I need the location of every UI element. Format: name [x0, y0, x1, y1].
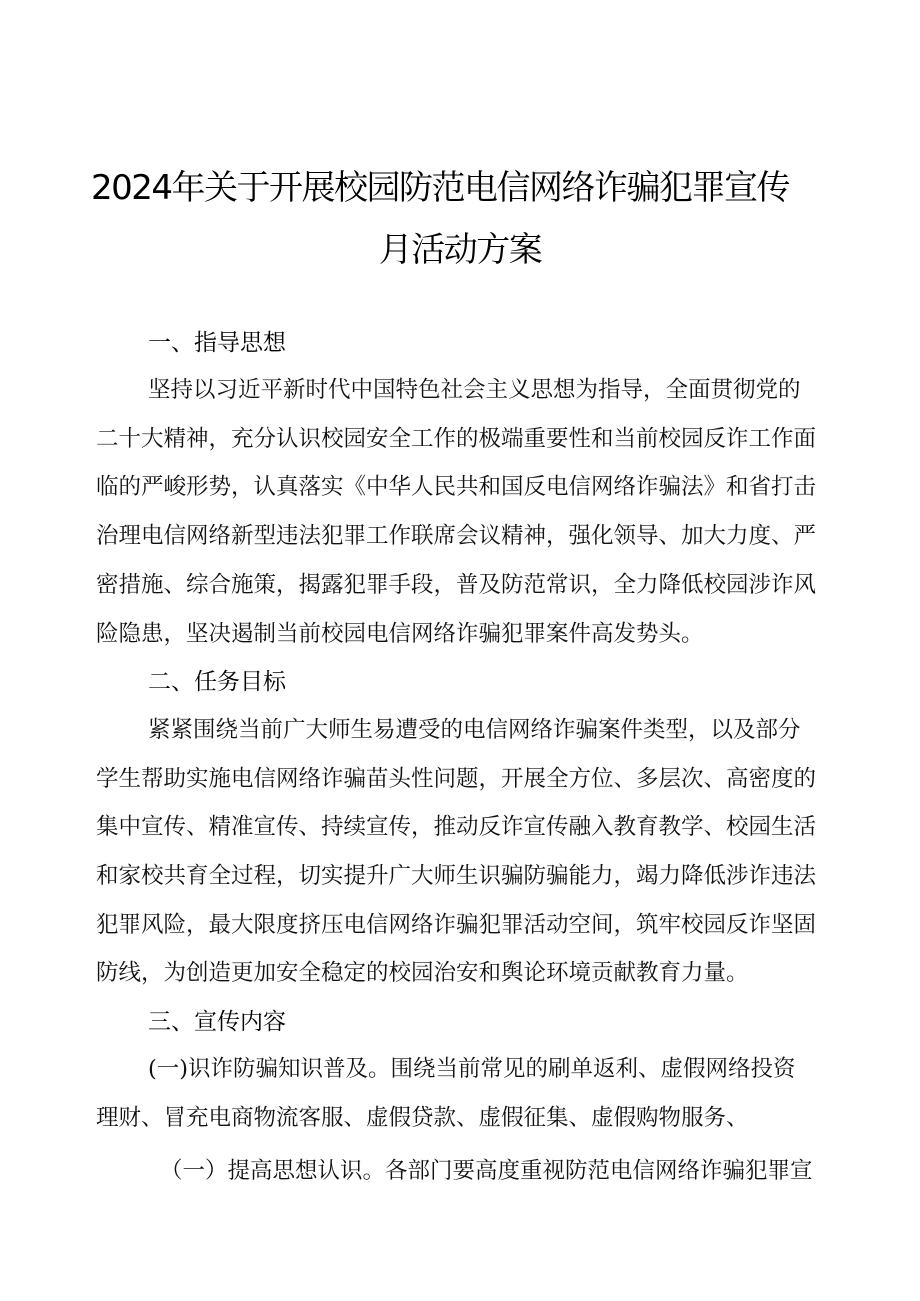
- paragraph-line: 二十大精神，充分认识校园安全工作的极端重要性和当前校园反诈工作面: [96, 426, 817, 452]
- section-heading-guiding-ideology: 一、指导思想: [148, 330, 286, 356]
- paragraph-line: 险隐患，坚决遏制当前校园电信网络诈骗犯罪案件高发势头。: [96, 621, 704, 647]
- paragraph-line: 学生帮助实施电信网络诈骗苗头性问题，开展全方位、多层次、高密度的: [96, 766, 817, 792]
- paragraph-line: (一)识诈防骗知识普及。围绕当前常见的刷单返利、虚假网络投资: [148, 1056, 796, 1082]
- paragraph-line: 防线，为创造更加安全稳定的校园治安和舆论环境贡献教育力量。: [96, 960, 749, 986]
- document-title-line-1: 2024年关于开展校园防范电信网络诈骗犯罪宣传: [90, 168, 790, 208]
- paragraph-line: 治理电信网络新型违法犯罪工作联席会议精神，强化领导、加大力度、严: [96, 523, 817, 549]
- paragraph-line: 集中宣传、精准宣传、持续宣传，推动反诈宣传融入教育教学、校园生活: [96, 814, 817, 840]
- paragraph-line: （一）提高思想认识。各部门要高度重视防范电信网络诈骗犯罪宣: [160, 1158, 813, 1184]
- paragraph-line: 紧紧围绕当前广大师生易遭受的电信网络诈骗案件类型，以及部分: [148, 717, 801, 743]
- paragraph-line: 临的严峻形势，认真落实《中华人民共和国反电信网络诈骗法》和省打击: [96, 474, 817, 500]
- paragraph-line: 坚持以习近平新时代中国特色社会主义思想为指导，全面贯彻党的: [148, 377, 801, 403]
- section-heading-publicity-content: 三、宣传内容: [148, 1009, 286, 1035]
- paragraph-line: 理财、冒充电商物流客服、虚假贷款、虚假征集、虚假购物服务、: [96, 1105, 749, 1131]
- paragraph-line: 和家校共育全过程，切实提升广大师生识骗防骗能力，竭力降低涉诈违法: [96, 863, 817, 889]
- paragraph-line: 密措施、综合施策，揭露犯罪手段，普及防范常识，全力降低校园涉诈风: [96, 572, 817, 598]
- paragraph-line: 犯罪风险，最大限度挤压电信网络诈骗犯罪活动空间，筑牢校园反诈坚固: [96, 912, 817, 938]
- document-title-line-2: 月活动方案: [378, 230, 542, 270]
- section-heading-task-goals: 二、任务目标: [148, 669, 286, 695]
